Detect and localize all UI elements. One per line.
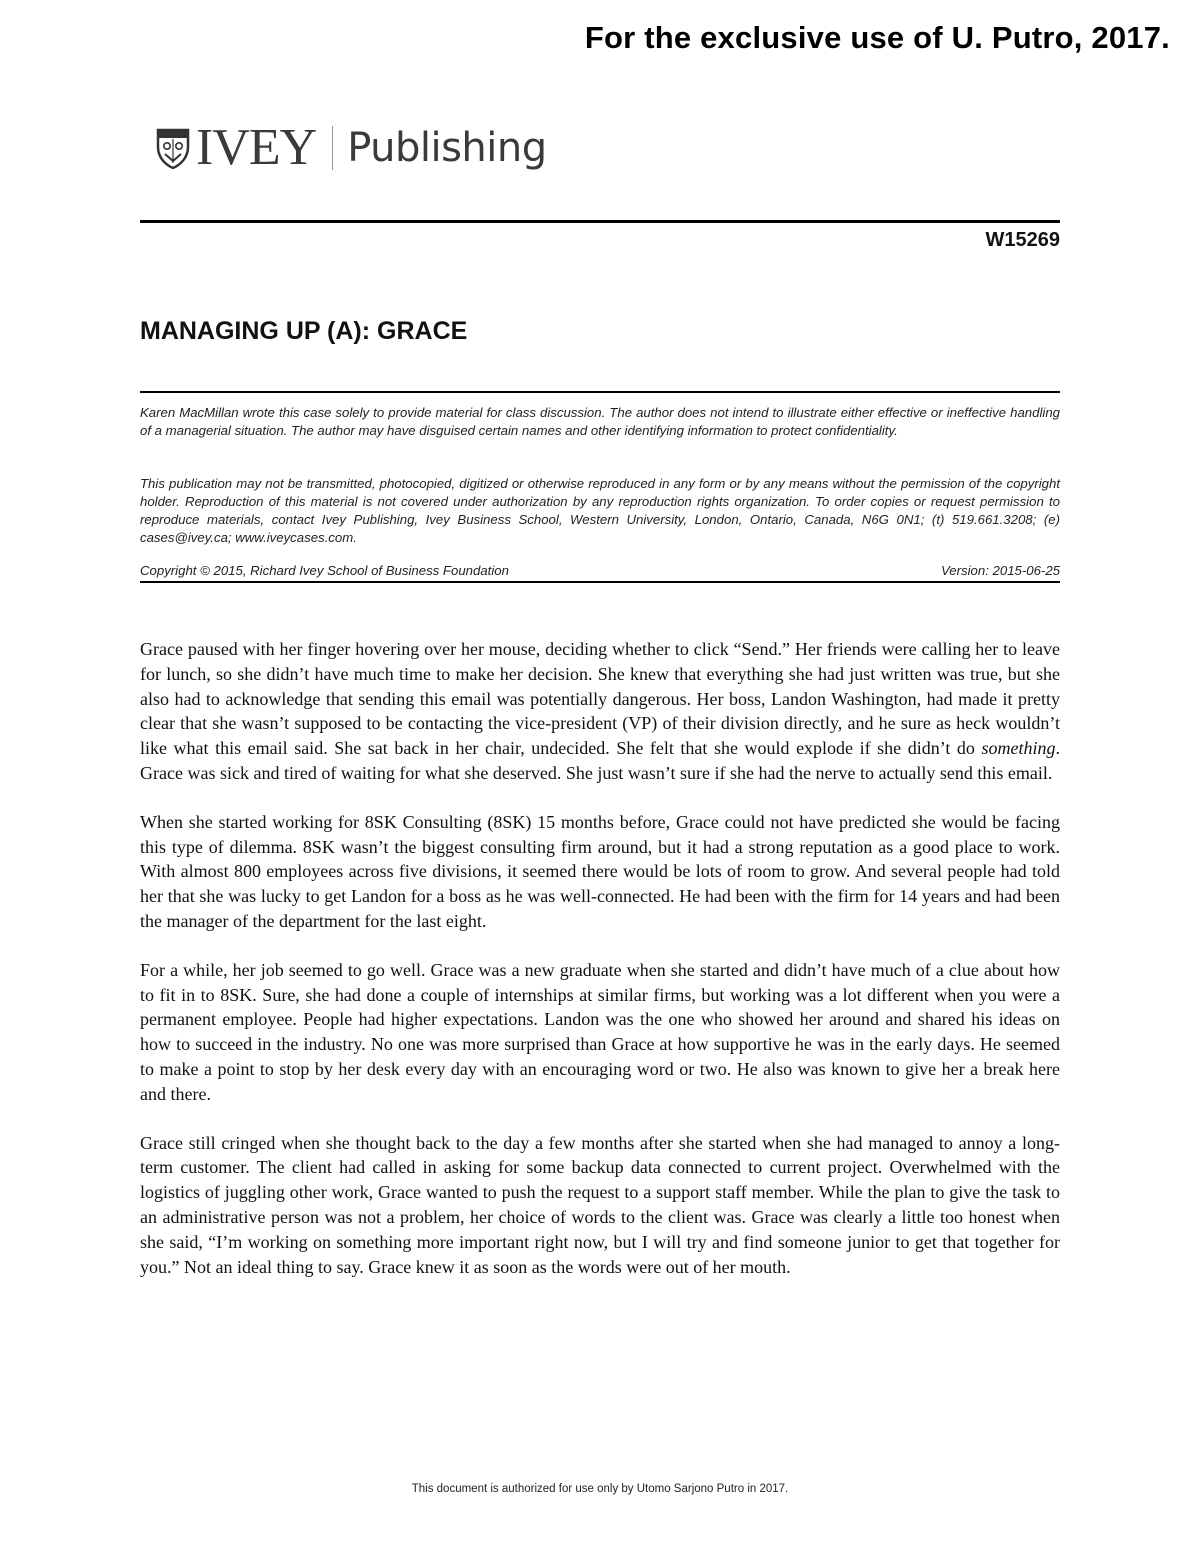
- authorization-footer: This document is authorized for use only by Utomo Sarjono Putro in 2017.: [411, 1483, 789, 1495]
- version-text: Version: 2015-06-25: [940, 563, 1060, 578]
- publishing-wordmark: Publishing: [347, 125, 547, 171]
- disclaimer-bottom-rule: [140, 581, 1060, 583]
- case-body: [140, 637, 1060, 1303]
- paragraph: Grace paused with her finger hovering over her mouse, deciding whether to click “Send.” Her friends were calling her to leave for lunch, so she didn’t have much time to make her decision. She knew that everything she had just written was true, but she also had to acknowledge that sending this email was potentially dangerous. Her boss, Landon Washington, had made it pretty clear that she wasn’t supposed to be contacting the vice-president (VP) of their division directly, and he sure as heck wouldn’t like what this email said. She sat back in her chair, undecided. She felt that she would explode if she didn’t do something. Grace was sick and tired of waiting for what she deserved. She just wasn’t sure if she had the nerve to actually send this email.: [140, 639, 1060, 783]
- copyright-text: Copyright © 2015, Richard Ivey School of Business Foundation: [140, 563, 509, 578]
- logo-divider: [332, 126, 333, 170]
- exclusive-use-notice: For the exclusive use of U. Putro, 2017.: [584, 20, 1170, 55]
- paragraph: When she started working for 8SK Consulting (8SK) 15 months before, Grace could not have predicted she would be facing this type of dilemma. 8SK wasn’t the biggest consulting firm around, but it had a strong reputation as a good place to work. With almost 800 employees across five divisions, it seemed there would be lots of room to grow. And several people had told her that she was lucky to get Landon for a boss as he was well-connected. He had been with the firm for 14 years and had been the manager of the department for the last eight.: [140, 811, 1060, 931]
- ivey-publishing-logo: [156, 118, 547, 178]
- case-title: MANAGING UP (A): GRACE: [140, 317, 468, 345]
- paragraph: Grace still cringed when she thought back to the day a few months after she started when she had managed to annoy a long-term customer. The client had called in asking for some backup data connected to current project. Overwhelmed with the logistics of juggling other work, Grace wanted to push the request to a support staff member. While the plan to give the task to an administrative person was not a problem, her choice of words to the client was. Grace was clearly a little too honest when she said, “I’m working on something more important right now, but I will try and find someone junior to get that together for you.” Not an ideal thing to say. Grace knew it as soon as the words were out of her mouth.: [140, 1132, 1060, 1277]
- disclaimer-top-rule: [140, 391, 1060, 393]
- header-rule: [140, 220, 1060, 223]
- author-disclaimer: Karen MacMillan wrote this case solely to provide material for class discussion. The author does not intend to illustrate either effective or ineffective handling of a managerial situation. The author may have disguised certain names and other identifying information to protect confidentiality.: [140, 405, 1060, 438]
- ivey-crest-icon: [156, 127, 190, 169]
- ivey-wordmark: IVEY: [196, 119, 317, 176]
- paragraph: For a while, her job seemed to go well. Grace was a new graduate when she started and didn’t have much of a clue about how to fit in to 8SK. Sure, she had done a couple of internships at similar firms, but working was a lot different when you were a permanent employee. People had higher expectations. Landon was the one who showed her around and shared his ideas on how to succeed in the industry. No one was more surprised than Grace at how supportive he was in the early days. He seemed to make a point to stop by her desk every day with an encouraging word or two. He also was known to give her a break here and there.: [140, 959, 1060, 1104]
- copyright-row: [140, 563, 1060, 578]
- emphasis-text: something: [981, 738, 1056, 759]
- reproduction-notice: This publication may not be transmitted, photocopied, digitized or otherwise reproduced in any form or by any means without the permission of the copyright holder. Reproduction of this material is not covered under authorization by any reproduction rights organization. To order copies or request permission to reproduce materials, contact Ivey Publishing, Ivey Business School, Western University, London, Ontario, Canada, N6G 0N1; (t) 519.661.3208; (e) cases@ivey.ca; www.iveycases.com.: [140, 476, 1060, 545]
- case-number: W15269: [985, 229, 1060, 251]
